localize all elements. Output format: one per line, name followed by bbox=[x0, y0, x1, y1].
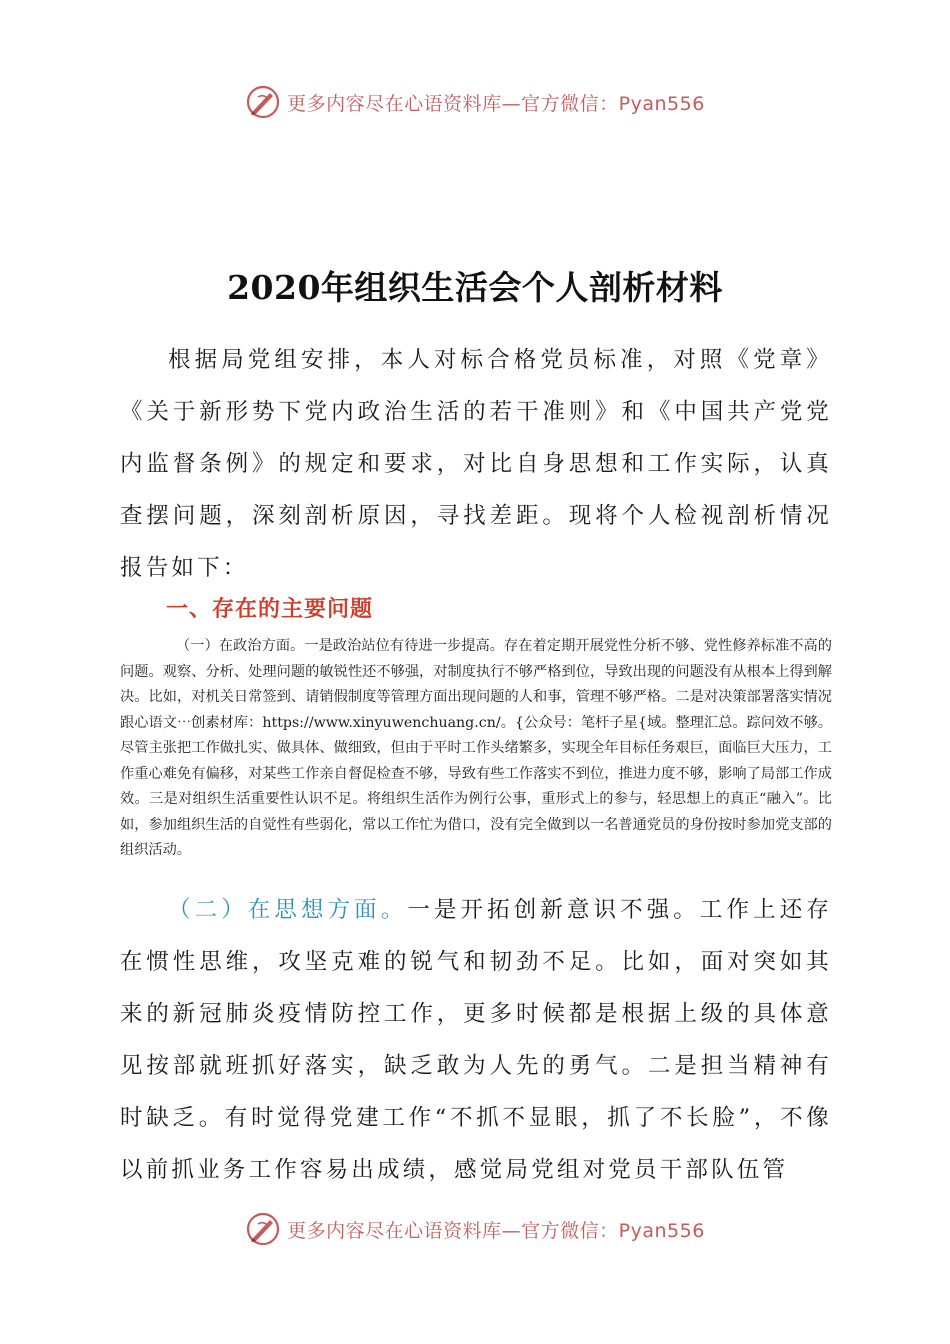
intro-paragraph: 根据局党组安排，本人对标合格党员标准，对照《党章》《关于新形势下党内政治生活的若干准则》和《中国共产党党内监督条例》的规定和要求，对比自身思想和工作实际，认真查摆问题，深刻剖析原因，寻找差距。现将个人检视剖析情况报告如下： bbox=[120, 347, 832, 581]
document-title: 2020年组织生活会个人剖析材料 bbox=[227, 268, 723, 307]
pen-logo-icon bbox=[245, 1211, 281, 1247]
subsection-ideological-text: 一是开拓创新意识不强。工作上还存在惯性思维，攻坚克难的锐气和韧劲不足。比如，面对突如其来的新冠肺炎疫情防控工作，更多时候都是根据上级的具体意见按部就班抓好落实，缺乏敢为人先的勇气。二是担当精神有时缺乏。有时觉得党建工作“不抓不显眼，抓了不长脸”，不像以前抓业务工作容易出成绩，感觉局党组对党员干部队伍管 bbox=[120, 897, 832, 1183]
watermark-text: 更多内容尽在心语资料库—官方微信：Pyan556 bbox=[287, 1219, 705, 1242]
subsection-political-paragraph: （一）在政治方面。一是政治站位有待进一步提高。存在着定期开展党性分析不够、党性修养标准不高的问题。观察、分析、处理问题的敏锐性还不够强，对制度执行不够严格到位，导致出现的问题没有从根本上得到解决。比如，对机关日常签到、请销假制度等管理方面出现问题的人和事，管理不够严格。二是对决策部署落实情况跟心语文⋯创素材库：https://www.xinyuwenchuang.cn/。{公众号：笔杆子星{域。整理汇总。踪问效不够。尽管主张把工作做扎实、做具体、做细致，但由于平时工作头绪繁多，实现全年目标任务艰巨，面临巨大压力，工作重心难免有偏移，对某些工作亲自督促检查不够，导致有些工作落实不到位，推进力度不够，影响了局部工作成效。三是对组织生活重要性认识不足。将组织生活作为例行公事，重形式上的参与，轻思想上的真正“融入”。比如，参加组织生活的自觉性有些弱化，常以工作忙为借口，没有完全做到以一名普通党员的身份按时参加党支部的组织活动。 bbox=[120, 638, 832, 858]
subsection-ideological-paragraph bbox=[120, 884, 832, 1196]
pen-logo-icon bbox=[245, 84, 281, 120]
watermark-banner-bottom bbox=[0, 1209, 950, 1249]
watermark-text: 更多内容尽在心语资料库—官方微信：Pyan556 bbox=[287, 92, 705, 115]
watermark-banner-top bbox=[0, 82, 950, 122]
section-heading-main-problems: 一、存在的主要问题 bbox=[166, 597, 374, 622]
subsection-ideological-heading: （二）在思想方面。 bbox=[168, 897, 408, 923]
